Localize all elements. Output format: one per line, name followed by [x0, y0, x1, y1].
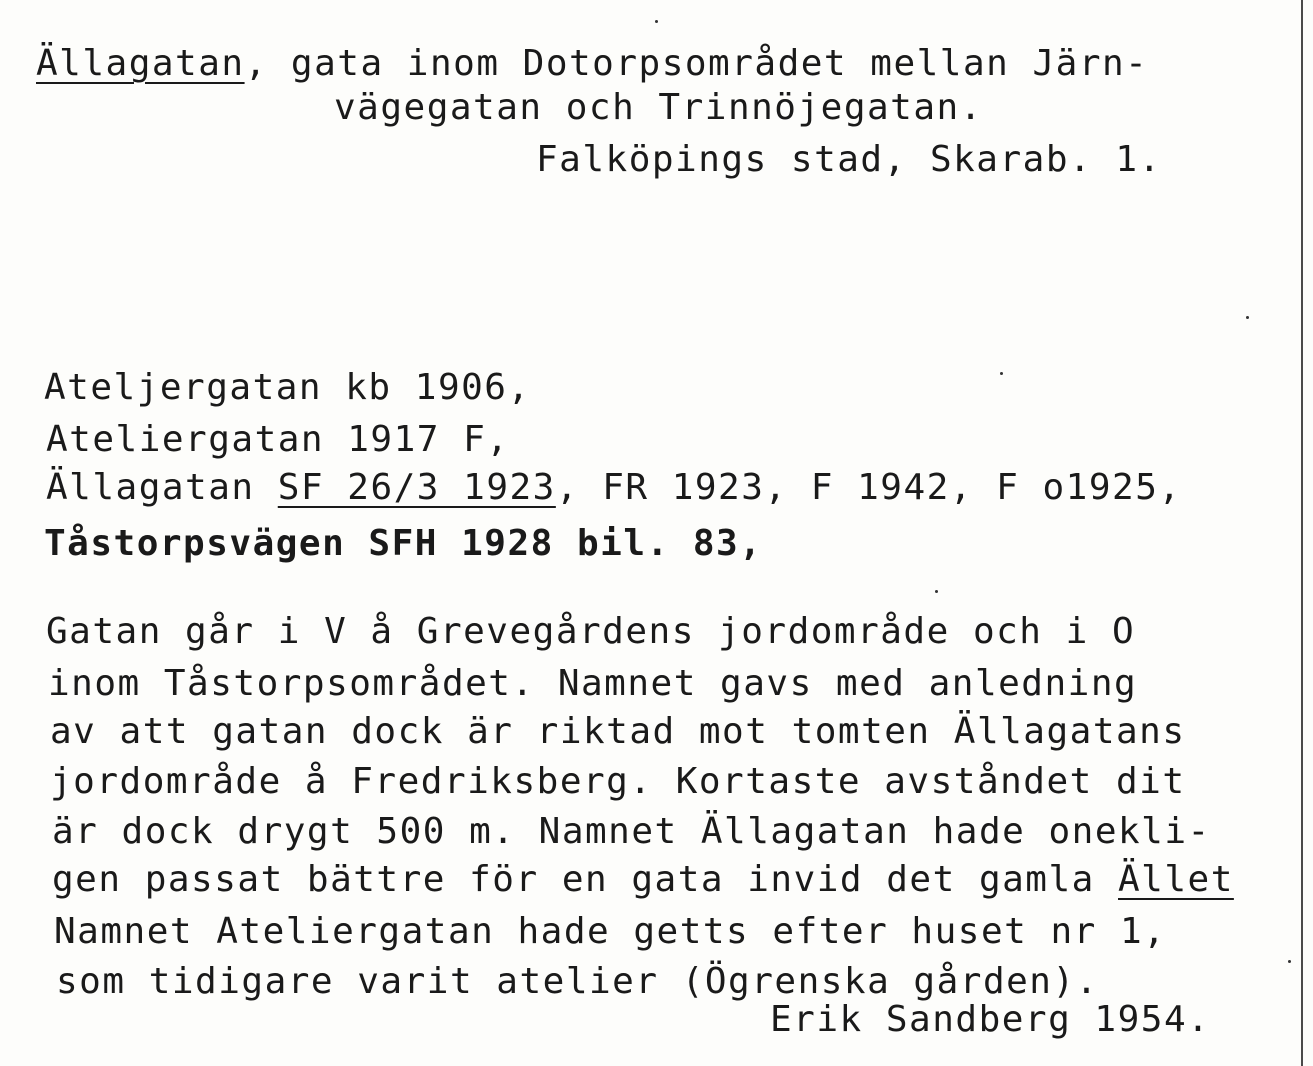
body-line-8: som tidigare varit atelier (Ögrenska gården). [56, 961, 1099, 1002]
paper-speck [1000, 372, 1003, 375]
names-line-1: Ateljergatan kb 1906, [44, 367, 531, 408]
body-line-6 [52, 860, 1234, 900]
paper-speck [655, 20, 658, 23]
header-line-3: Falköpings stad, Skarab. 1. [536, 139, 1162, 180]
body-line-5: är dock drygt 500 m. Namnet Ällagatan hade onekli- [52, 811, 1211, 852]
street-name: Ällagatan [36, 43, 245, 84]
names-line-4-c: . 83, [646, 523, 763, 564]
names-line-3-source: SF 26/3 1923 [277, 467, 556, 508]
signature: Erik Sandberg 1954. [770, 999, 1211, 1040]
paper-speck [935, 590, 938, 593]
body-line-1: Gatan går i V å Grevegårdens jordområde och i O [46, 611, 1136, 652]
names-line-3 [46, 468, 1182, 508]
names-line-4-a: Tåstorpsvägen SFH 1928 [44, 523, 577, 564]
body-line-6-a: gen passat bättre för en gata invid det gamla [52, 859, 1118, 900]
names-line-3-a: Ällagatan [46, 467, 278, 508]
paper-speck [1288, 960, 1291, 963]
body-line-4: jordområde å Fredriksberg. Kortaste avståndet dit [50, 761, 1186, 802]
names-line-3-c: , FR 1923, F 1942, F o1925, [555, 467, 1182, 508]
names-line-2: Ateliergatan 1917 F, [46, 419, 510, 460]
names-line-4 [44, 524, 762, 564]
paper-speck [1246, 316, 1249, 319]
header-line-2: vägegatan och Trinnöjegatan. [334, 87, 983, 128]
header-line-1-text: , gata inom Dotorpsområdet mellan Järn- [244, 43, 1149, 84]
names-line-4-b: bil [577, 523, 647, 564]
card-edge [1301, 0, 1303, 1066]
body-line-6-b: Ället [1118, 859, 1234, 900]
header-line-1 [36, 44, 1148, 84]
body-line-2: inom Tåstorpsområdet. Namnet gavs med anledning [48, 663, 1138, 704]
body-line-3: av att gatan dock är riktad mot tomten Ällagatans [50, 711, 1186, 752]
body-line-7: Namnet Ateliergatan hade getts efter huset nr 1, [54, 911, 1167, 952]
